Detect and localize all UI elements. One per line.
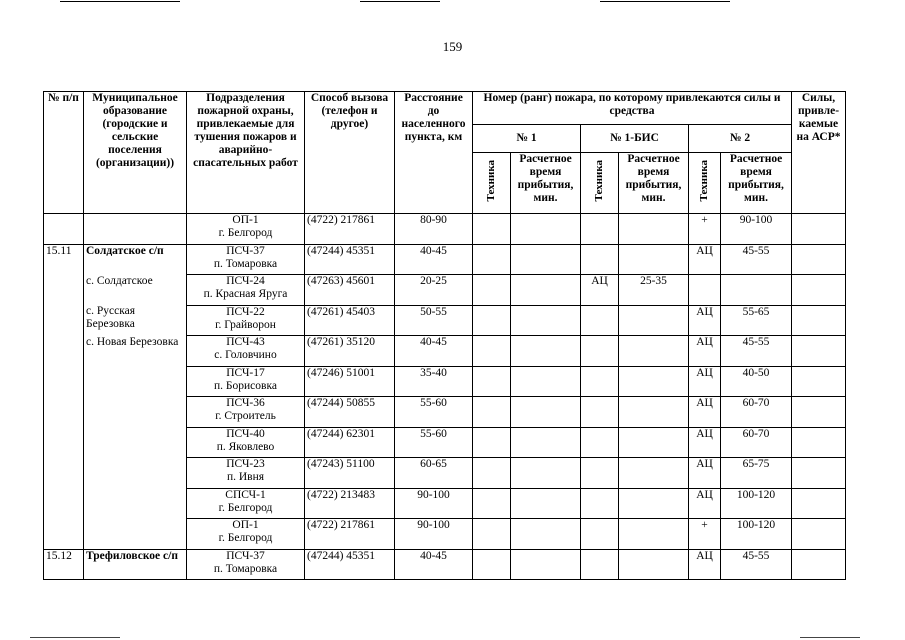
unit-location: г. Строитель (215, 410, 276, 422)
num-cell (44, 488, 84, 519)
header-time-1: Расчетное время прибытия, мин. (511, 153, 581, 214)
unit-name: ОП-1 (232, 519, 259, 531)
top-rule-left (60, 1, 180, 2)
unit-cell (187, 336, 305, 367)
t1-cell (473, 336, 511, 367)
unit-cell (187, 427, 305, 458)
m2-cell (619, 244, 689, 275)
mun-cell (84, 397, 187, 428)
m1-cell (511, 214, 581, 245)
header-municipality: Муниципальное образование (городские и сельские поселения (организации)) (84, 92, 187, 214)
m3-cell: 100-120 (721, 488, 792, 519)
table-row (44, 366, 846, 397)
t1-cell (473, 488, 511, 519)
m1-cell (511, 549, 581, 580)
unit-name: ПСЧ-36 (226, 397, 265, 409)
asr-cell (792, 458, 846, 489)
dist-cell: 20-25 (395, 275, 473, 306)
t3-cell: АЦ (689, 366, 721, 397)
unit-location: г. Белгород (218, 227, 273, 239)
m3-cell: 65-75 (721, 458, 792, 489)
call-cell: (47263) 45601 (305, 275, 395, 306)
mun-cell (84, 214, 187, 245)
m3-cell: 45-55 (721, 549, 792, 580)
m2-cell (619, 458, 689, 489)
num-cell (44, 458, 84, 489)
num-cell: 15.11 (44, 244, 84, 275)
num-cell (44, 397, 84, 428)
t3-cell (689, 275, 721, 306)
m2-cell (619, 397, 689, 428)
call-cell: (47243) 51100 (305, 458, 395, 489)
t1-cell (473, 275, 511, 306)
unit-cell (187, 458, 305, 489)
table-row (44, 427, 846, 458)
t1-cell (473, 214, 511, 245)
m2-cell: 25-35 (619, 275, 689, 306)
asr-cell (792, 336, 846, 367)
call-cell: (47261) 45403 (305, 305, 395, 336)
t3-cell: АЦ (689, 458, 721, 489)
m3-cell: 90-100 (721, 214, 792, 245)
mun-cell (84, 427, 187, 458)
num-cell (44, 366, 84, 397)
header-tech-1: Техника (485, 160, 497, 202)
header-n1bis: № 1-БИС (581, 125, 689, 153)
unit-name: ПСЧ-40 (226, 427, 265, 440)
header-num: № п/п (44, 92, 84, 214)
unit-location: п. Борисовка (214, 379, 277, 392)
unit-location: п. Яковлево (216, 440, 275, 453)
call-cell: (47244) 45351 (305, 244, 395, 275)
asr-cell (792, 488, 846, 519)
table-row (44, 244, 846, 275)
m1-cell (511, 397, 581, 428)
t2-cell (581, 549, 619, 580)
dist-cell: 55-60 (395, 427, 473, 458)
t1-cell (473, 549, 511, 580)
mun-cell (84, 519, 187, 550)
mun-cell (84, 488, 187, 519)
header-call: Способ вызова (телефон и другое) (305, 92, 395, 214)
asr-cell (792, 214, 846, 245)
unit-cell (187, 244, 305, 275)
t1-cell (473, 366, 511, 397)
num-cell: 15.12 (44, 549, 84, 580)
unit-name: ПСЧ-23 (226, 458, 265, 470)
m2-cell (619, 519, 689, 550)
unit-location: г. Белгород (218, 501, 273, 514)
unit-cell (187, 366, 305, 397)
mun-cell: с. Новая Березовка (84, 336, 187, 367)
unit-location: г. Грайворон (215, 318, 276, 331)
dist-cell: 60-65 (395, 458, 473, 489)
m1-cell (511, 519, 581, 550)
unit-name: ОП-1 (232, 214, 259, 226)
unit-cell (187, 397, 305, 428)
t3-cell: АЦ (689, 336, 721, 367)
unit-cell (187, 214, 305, 245)
m3-cell: 45-55 (721, 244, 792, 275)
mun-cell (84, 366, 187, 397)
unit-name: ПСЧ-17 (226, 366, 265, 379)
unit-name: ПСЧ-37 (226, 244, 265, 257)
unit-cell (187, 275, 305, 306)
table-row (44, 214, 846, 245)
dist-cell: 55-60 (395, 397, 473, 428)
m2-cell (619, 427, 689, 458)
dist-cell: 50-55 (395, 305, 473, 336)
m1-cell (511, 427, 581, 458)
t3-cell: АЦ (689, 397, 721, 428)
unit-location: п. Ивня (226, 471, 265, 483)
unit-cell (187, 519, 305, 550)
asr-cell (792, 244, 846, 275)
header-tech-3: Техника (698, 160, 710, 202)
t2-cell (581, 214, 619, 245)
dist-cell: 35-40 (395, 366, 473, 397)
header-tech-2: Техника (593, 160, 605, 202)
unit-name: ПСЧ-22 (226, 305, 265, 318)
mun-cell (84, 458, 187, 489)
m2-cell (619, 549, 689, 580)
t3-cell: + (689, 519, 721, 550)
m1-cell (511, 458, 581, 489)
asr-cell (792, 305, 846, 336)
top-rule-right (600, 1, 730, 2)
m1-cell (511, 305, 581, 336)
unit-cell (187, 549, 305, 580)
m1-cell (511, 336, 581, 367)
t2-cell (581, 458, 619, 489)
t1-cell (473, 427, 511, 458)
call-cell: (47244) 50855 (305, 397, 395, 428)
call-cell: (47261) 35120 (305, 336, 395, 367)
table-row (44, 458, 846, 489)
unit-name: ПСЧ-24 (226, 275, 265, 287)
mun-cell: Солдатское с/п (84, 244, 187, 275)
m1-cell (511, 244, 581, 275)
table-row (44, 488, 846, 519)
unit-name: СПСЧ-1 (225, 488, 266, 501)
num-cell (44, 336, 84, 367)
m1-cell (511, 366, 581, 397)
t1-cell (473, 244, 511, 275)
table-row (44, 275, 846, 306)
m3-cell: 55-65 (721, 305, 792, 336)
asr-cell (792, 397, 846, 428)
table-row (44, 519, 846, 550)
header-time-2: Расчетное время прибытия, мин. (619, 153, 689, 214)
num-cell (44, 275, 84, 306)
t2-cell: АЦ (581, 275, 619, 306)
t2-cell (581, 366, 619, 397)
dist-cell: 40-45 (395, 244, 473, 275)
header-asr: Силы, привле-каемые на АСР* (792, 92, 846, 214)
m2-cell (619, 366, 689, 397)
t3-cell: АЦ (689, 305, 721, 336)
m3-cell: 45-55 (721, 336, 792, 367)
dist-cell: 90-100 (395, 488, 473, 519)
asr-cell (792, 427, 846, 458)
unit-location: с. Головчино (214, 349, 277, 361)
t3-cell: АЦ (689, 427, 721, 458)
mun-cell: Трефиловское с/п (84, 549, 187, 580)
m2-cell (619, 488, 689, 519)
table-row (44, 397, 846, 428)
unit-cell (187, 488, 305, 519)
dist-cell: 80-90 (395, 214, 473, 245)
m3-cell: 60-70 (721, 427, 792, 458)
t2-cell (581, 488, 619, 519)
header-unit: Подразделения пожарной охраны, привлекаемые для тушения пожаров и аварийно-спасательных работ (187, 92, 305, 214)
top-rule-mid (360, 1, 440, 2)
t2-cell (581, 336, 619, 367)
num-cell (44, 427, 84, 458)
num-cell (44, 519, 84, 550)
header-time-3: Расчетное время прибытия, мин. (721, 153, 792, 214)
asr-cell (792, 366, 846, 397)
m2-cell (619, 305, 689, 336)
m3-cell: 60-70 (721, 397, 792, 428)
m1-cell (511, 488, 581, 519)
mun-cell: с. Русская Березовка (84, 305, 187, 336)
t2-cell (581, 244, 619, 275)
unit-location: п. Томаровка (213, 257, 278, 270)
call-cell: (47244) 45351 (305, 549, 395, 580)
t3-cell: + (689, 214, 721, 245)
m2-cell (619, 214, 689, 245)
call-cell: (47244) 62301 (305, 427, 395, 458)
t2-cell (581, 305, 619, 336)
unit-cell (187, 305, 305, 336)
unit-location: п. Томаровка (213, 562, 278, 575)
mun-cell: с. Солдатское (84, 275, 187, 306)
t1-cell (473, 458, 511, 489)
unit-location: п. Красная Яруга (203, 288, 288, 300)
t2-cell (581, 397, 619, 428)
t3-cell: АЦ (689, 244, 721, 275)
num-cell (44, 305, 84, 336)
dist-cell: 90-100 (395, 519, 473, 550)
m3-cell: 100-120 (721, 519, 792, 550)
t3-cell: АЦ (689, 488, 721, 519)
asr-cell (792, 549, 846, 580)
t1-cell (473, 519, 511, 550)
table-row (44, 305, 846, 336)
dist-cell: 40-45 (395, 549, 473, 580)
dist-cell: 40-45 (395, 336, 473, 367)
bottom-rule-left (30, 637, 120, 638)
unit-name: ПСЧ-37 (226, 549, 265, 562)
asr-cell (792, 519, 846, 550)
fire-forces-table (43, 91, 846, 580)
header-rank: Номер (ранг) пожара, по которому привлекаются силы и средства (473, 92, 792, 125)
t1-cell (473, 397, 511, 428)
page-number: 159 (442, 39, 463, 54)
m3-cell: 40-50 (721, 366, 792, 397)
m3-cell (721, 275, 792, 306)
header-distance: Расстояние до населенного пункта, км (395, 92, 473, 214)
call-cell: (4722) 213483 (305, 488, 395, 519)
table-row (44, 336, 846, 367)
call-cell: (4722) 217861 (305, 214, 395, 245)
m2-cell (619, 336, 689, 367)
num-cell (44, 214, 84, 245)
unit-name: ПСЧ-43 (226, 336, 265, 348)
t2-cell (581, 427, 619, 458)
call-cell: (47246) 51001 (305, 366, 395, 397)
unit-location: г. Белгород (218, 532, 273, 544)
t1-cell (473, 305, 511, 336)
bottom-rule-right (800, 637, 860, 638)
t3-cell: АЦ (689, 549, 721, 580)
call-cell: (4722) 217861 (305, 519, 395, 550)
table-row (44, 549, 846, 580)
m1-cell (511, 275, 581, 306)
header-n1: № 1 (473, 125, 581, 153)
header-n2: № 2 (689, 125, 792, 153)
asr-cell (792, 275, 846, 306)
t2-cell (581, 519, 619, 550)
